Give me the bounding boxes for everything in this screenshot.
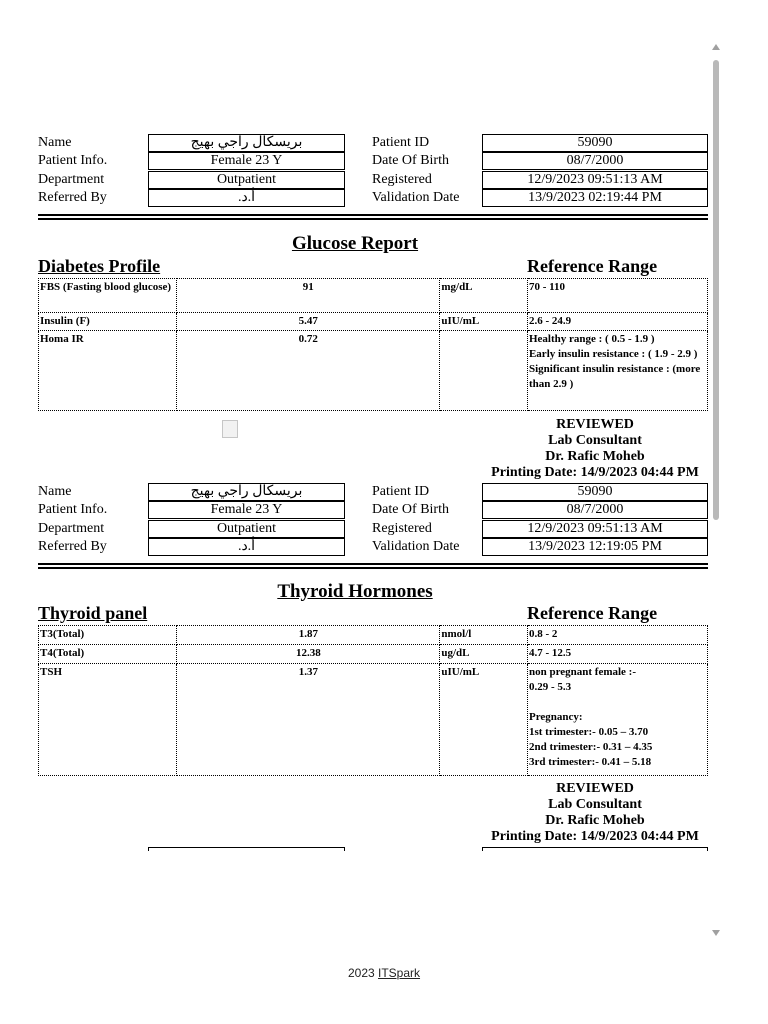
header-divider xyxy=(38,214,708,220)
reference-range: Healthy range : ( 0.5 - 1.9 ) Early insulin resistance : ( 1.9 - 2.9 ) Significant insulin resistance : (more than 2.9 ) xyxy=(527,331,707,411)
referred-by-value: أ.د. xyxy=(148,189,345,207)
section-title: Diabetes Profile xyxy=(38,256,161,276)
reviewed-status: REVIEWED xyxy=(556,417,634,432)
test-unit: ug/dL xyxy=(440,645,528,664)
referred-by-value: أ.د. xyxy=(148,538,345,556)
registered-value: 12/9/2023 09:51:13 AM xyxy=(482,171,708,189)
section-title: Thyroid panel xyxy=(38,603,148,623)
referred-by-label: Referred By xyxy=(38,190,107,205)
next-header-partial xyxy=(38,847,710,851)
patient-info-label: Patient Info. xyxy=(38,153,108,168)
patient-info-value: Female 23 Y xyxy=(148,501,345,519)
reviewed-status: REVIEWED xyxy=(556,781,634,796)
test-result: 1.87 xyxy=(177,626,440,645)
registered-label: Registered xyxy=(372,521,432,536)
table-row xyxy=(39,664,708,776)
broken-image-icon xyxy=(222,420,238,438)
patient-id-value: 59090 xyxy=(482,483,708,501)
test-result: 91 xyxy=(177,279,440,313)
test-name: FBS (Fasting blood glucose) xyxy=(39,279,177,313)
doctor-name: Dr. Rafic Moheb xyxy=(545,449,645,464)
footer-year: 2023 xyxy=(347,966,375,980)
test-name: Homa IR xyxy=(39,331,177,411)
test-name: T3(Total) xyxy=(39,626,177,645)
scroll-up-arrow-icon[interactable] xyxy=(712,44,720,50)
table-row xyxy=(39,626,708,645)
footer xyxy=(0,966,768,980)
department-value: Outpatient xyxy=(148,520,345,538)
name-value: بريسكال راجي بهيج xyxy=(148,134,345,152)
test-result: 1.37 xyxy=(177,664,440,776)
reference-range: 2.6 - 24.9 xyxy=(527,313,707,331)
registered-label: Registered xyxy=(372,172,432,187)
validation-date-value: 13/9/2023 12:19:05 PM xyxy=(482,538,708,556)
test-unit xyxy=(440,331,528,411)
scroll-down-arrow-icon[interactable] xyxy=(712,930,720,936)
printing-date: Printing Date: 14/9/2023 04:44 PM xyxy=(491,829,699,844)
patient-id-label: Patient ID xyxy=(372,484,430,499)
dob-value: 08/7/2000 xyxy=(482,152,708,170)
patient-id-label: Patient ID xyxy=(372,135,430,150)
table-row xyxy=(39,313,708,331)
dob-label: Date Of Birth xyxy=(372,502,449,517)
test-unit: nmol/l xyxy=(440,626,528,645)
department-label: Department xyxy=(38,521,105,536)
table-row xyxy=(39,331,708,411)
scrollbar-thumb[interactable] xyxy=(713,60,719,520)
dob-label: Date Of Birth xyxy=(372,153,449,168)
vertical-scrollbar[interactable] xyxy=(710,40,724,940)
test-name: Insulin (F) xyxy=(39,313,177,331)
test-unit: mg/dL xyxy=(440,279,528,313)
signature-block xyxy=(480,417,710,481)
reference-range-header: Reference Range xyxy=(527,603,658,623)
results-table xyxy=(38,278,708,411)
test-result: 12.38 xyxy=(177,645,440,664)
reference-range: 0.8 - 2 xyxy=(527,626,707,645)
validation-date-label: Validation Date xyxy=(372,190,460,205)
results-table xyxy=(38,625,708,776)
registered-value: 12/9/2023 09:51:13 AM xyxy=(482,520,708,538)
printing-date: Printing Date: 14/9/2023 04:44 PM xyxy=(491,465,699,480)
department-value: Outpatient xyxy=(148,171,345,189)
test-unit: uIU/mL xyxy=(440,313,528,331)
report-title: Glucose Report xyxy=(291,233,419,254)
reference-range: non pregnant female :- 0.29 - 5.3 Pregnancy: 1st trimester:- 0.05 – 3.70 2nd trimester:- 0.31 – 4.35 3rd trimester:- 0.41 – 5.18 xyxy=(527,664,707,776)
footer-brand-link[interactable]: ITSpark xyxy=(378,966,421,980)
header-divider xyxy=(38,563,708,569)
consultant-role: Lab Consultant xyxy=(548,797,642,812)
name-label: Name xyxy=(38,484,72,499)
table-row xyxy=(39,279,708,313)
report-title: Thyroid Hormones xyxy=(277,581,433,602)
name-label: Name xyxy=(38,135,72,150)
signature-block xyxy=(480,781,710,845)
test-unit: uIU/mL xyxy=(440,664,528,776)
consultant-role: Lab Consultant xyxy=(548,433,642,448)
test-name: T4(Total) xyxy=(39,645,177,664)
referred-by-label: Referred By xyxy=(38,539,107,554)
patient-info-value: Female 23 Y xyxy=(148,152,345,170)
validation-date-label: Validation Date xyxy=(372,539,460,554)
reference-range: 4.7 - 12.5 xyxy=(527,645,707,664)
reference-range-header: Reference Range xyxy=(527,256,658,276)
patient-id-value: 59090 xyxy=(482,134,708,152)
table-row xyxy=(39,645,708,664)
reference-range: 70 - 110 xyxy=(527,279,707,313)
test-name: TSH xyxy=(39,664,177,776)
department-label: Department xyxy=(38,172,105,187)
patient-info-label: Patient Info. xyxy=(38,502,108,517)
doctor-name: Dr. Rafic Moheb xyxy=(545,813,645,828)
validation-date-value: 13/9/2023 02:19:44 PM xyxy=(482,189,708,207)
test-result: 0.72 xyxy=(177,331,440,411)
test-result: 5.47 xyxy=(177,313,440,331)
name-value: بريسكال راجي بهيج xyxy=(148,483,345,501)
dob-value: 08/7/2000 xyxy=(482,501,708,519)
